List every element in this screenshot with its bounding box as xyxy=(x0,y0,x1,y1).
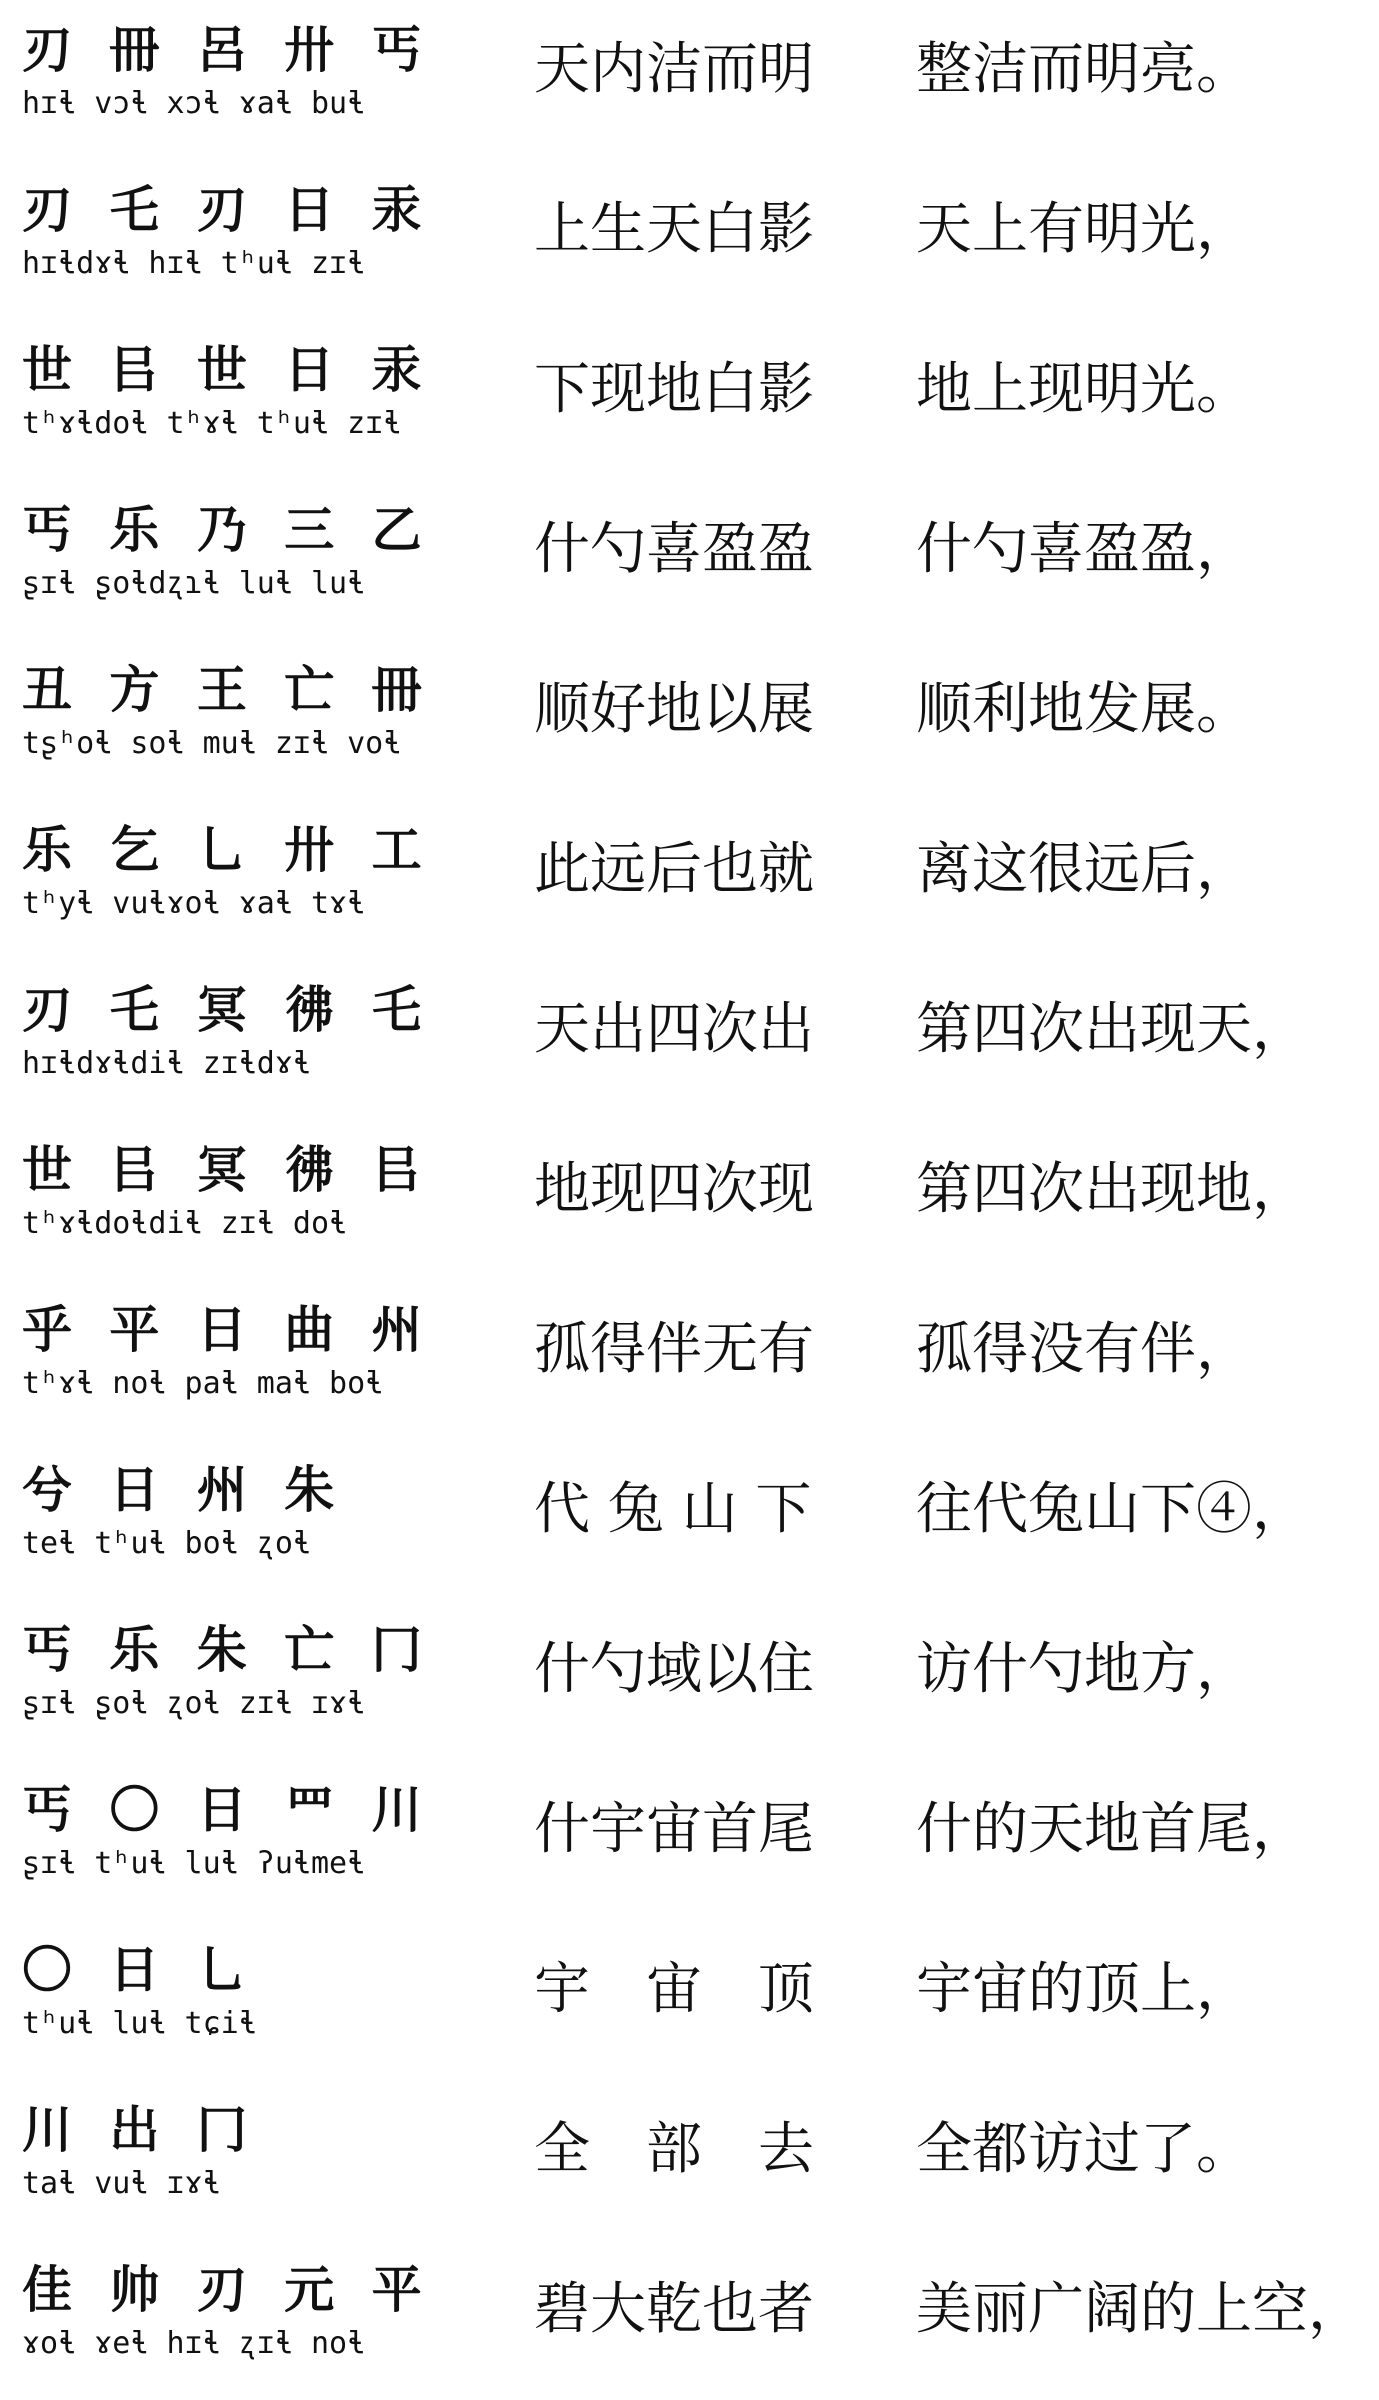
glyph-line: 刃 乇 刃 日 汞 xyxy=(22,180,432,239)
script-glyphs xyxy=(22,1454,442,1526)
phonetic-line: ʂɪɬ ʂoɬ ʐoɬ zɪɬ ɪɤɬ xyxy=(22,1686,366,1721)
glyph-line: 世 㠯 冥 彿 㠯 xyxy=(22,1140,432,1199)
free-translation: 地上现明光。 xyxy=(916,357,1252,422)
phonetic-line: ʂɪɬ tʰuɬ luɬ ʔuɬmeɬ xyxy=(22,1846,366,1881)
script-glyphs xyxy=(22,1134,442,1206)
glyph-line: 丐 〇 日 罒 川 xyxy=(22,1780,432,1839)
script-glyphs xyxy=(22,1614,442,1686)
verse-row xyxy=(0,1440,1379,1600)
phonetic-line: taɬ vuɬ ɪɤɬ xyxy=(22,2166,221,2201)
phonetic-line: tʂʰoɬ soɬ muɬ zɪɬ voɬ xyxy=(22,726,402,761)
literal-translation: 什勺喜盈盈 xyxy=(534,517,814,582)
verse-row xyxy=(0,1280,1379,1440)
free-translation: 什的天地首尾， xyxy=(916,1797,1308,1862)
literal-translation: 全 部 去 xyxy=(534,2117,814,2182)
literal-translation: 地现四次现 xyxy=(534,1157,814,1222)
script-glyphs xyxy=(22,2254,442,2326)
literal-translation: 天出四次出 xyxy=(534,997,814,1062)
literal-translation: 碧大乾也者 xyxy=(534,2277,814,2342)
script-glyphs xyxy=(22,654,442,726)
phonetic-line: ɤoɬ ɤeɬ hɪɬ ʐɪɬ noɬ xyxy=(22,2326,366,2361)
verse-row xyxy=(0,1120,1379,1280)
free-translation: 整洁而明亮。 xyxy=(916,37,1252,102)
phonetic-line: tʰɤɬdoɬdiɬ zɪɬ doɬ xyxy=(22,1206,348,1241)
verse-row xyxy=(0,320,1379,480)
free-translation: 离这很远后， xyxy=(916,837,1252,902)
glyph-line: 丑 方 王 亡 冊 xyxy=(22,660,432,719)
literal-translation: 顺好地以展 xyxy=(534,677,814,742)
free-translation: 往代兔山下④， xyxy=(916,1477,1308,1542)
glyph-line: 丐 乐 朱 亡 冂 xyxy=(22,1620,432,1679)
script-glyphs xyxy=(22,14,442,86)
script-glyphs xyxy=(22,1934,442,2006)
script-glyphs xyxy=(22,814,442,886)
free-translation: 什勺喜盈盈， xyxy=(916,517,1252,582)
verse-row xyxy=(0,0,1379,160)
literal-translation: 什宇宙首尾 xyxy=(534,1797,814,1862)
free-translation: 美丽广阔的上空， xyxy=(916,2277,1364,2342)
phonetic-line: tʰɤɬdoɬ tʰɤɬ tʰuɬ zɪɬ xyxy=(22,406,402,441)
verse-row xyxy=(0,1600,1379,1760)
literal-translation: 宇 宙 顶 xyxy=(534,1957,814,2022)
literal-translation: 孤得伴无有 xyxy=(534,1317,814,1382)
free-translation: 天上有明光， xyxy=(916,197,1252,262)
phonetic-line: hɪɬdɤɬdiɬ zɪɬdɤɬ xyxy=(22,1046,311,1081)
script-glyphs xyxy=(22,1774,442,1846)
script-glyphs xyxy=(22,974,442,1046)
phonetic-line: hɪɬdɤɬ hɪɬ tʰuɬ zɪɬ xyxy=(22,246,366,281)
free-translation: 第四次出现天， xyxy=(916,997,1308,1062)
literal-translation: 什勺域以住 xyxy=(534,1637,814,1702)
verse-row xyxy=(0,1760,1379,1920)
script-glyphs xyxy=(22,494,442,566)
script-glyphs xyxy=(22,174,442,246)
verse-row xyxy=(0,1920,1379,2080)
free-translation: 宇宙的顶上， xyxy=(916,1957,1252,2022)
literal-translation: 下现地白影 xyxy=(534,357,814,422)
script-glyphs xyxy=(22,334,442,406)
glyph-line: 佳 帅 刃 元 平 xyxy=(22,2260,432,2319)
phonetic-line: tʰɤɬ noɬ paɬ maɬ boɬ xyxy=(22,1366,384,1401)
glyph-line: 川 出 冂 xyxy=(22,2100,257,2159)
glyph-line: 世 㠯 世 日 汞 xyxy=(22,340,432,399)
script-glyphs xyxy=(22,2094,442,2166)
script-glyphs xyxy=(22,1294,442,1366)
glyph-line: 丐 乐 乃 三 乙 xyxy=(22,500,432,559)
glyph-line: 刃 冊 呂 卅 丐 xyxy=(22,20,432,79)
free-translation: 访什勺地方， xyxy=(916,1637,1252,1702)
verse-row xyxy=(0,2080,1379,2240)
glyph-line: 乎 平 日 曲 州 xyxy=(22,1300,432,1359)
phonetic-line: ʂɪɬ ʂoɬdʐɿɬ luɬ luɬ xyxy=(22,566,366,601)
literal-translation: 此远后也就 xyxy=(534,837,814,902)
glyph-line: 〇 日 乚 xyxy=(22,1940,257,1999)
free-translation: 全都访过了。 xyxy=(916,2117,1252,2182)
phonetic-line: tʰuɬ luɬ tɕiɬ xyxy=(22,2006,257,2041)
free-translation: 第四次出现地， xyxy=(916,1157,1308,1222)
glyph-line: 刃 乇 冥 彿 乇 xyxy=(22,980,432,1039)
phonetic-line: tʰyɬ vuɬɤoɬ ɤaɬ tɤɬ xyxy=(22,886,366,921)
verse-row xyxy=(0,640,1379,800)
verse-row xyxy=(0,480,1379,640)
literal-translation: 上生天白影 xyxy=(534,197,814,262)
phonetic-line: teɬ tʰuɬ boɬ ʐoɬ xyxy=(22,1526,311,1561)
glyph-line: 乐 乞 乚 卅 工 xyxy=(22,820,432,879)
literal-translation: 代 兔 山 下 xyxy=(534,1477,812,1542)
free-translation: 顺利地发展。 xyxy=(916,677,1252,742)
verse-row xyxy=(0,960,1379,1120)
verse-row xyxy=(0,160,1379,320)
verse-row xyxy=(0,2240,1379,2400)
verse-row xyxy=(0,800,1379,960)
glyph-line: 兮 日 州 朱 xyxy=(22,1460,345,1519)
phonetic-line: hɪɬ vɔɬ xɔɬ ɤaɬ buɬ xyxy=(22,86,366,121)
literal-translation: 天内洁而明 xyxy=(534,37,814,102)
free-translation: 孤得没有伴， xyxy=(916,1317,1252,1382)
